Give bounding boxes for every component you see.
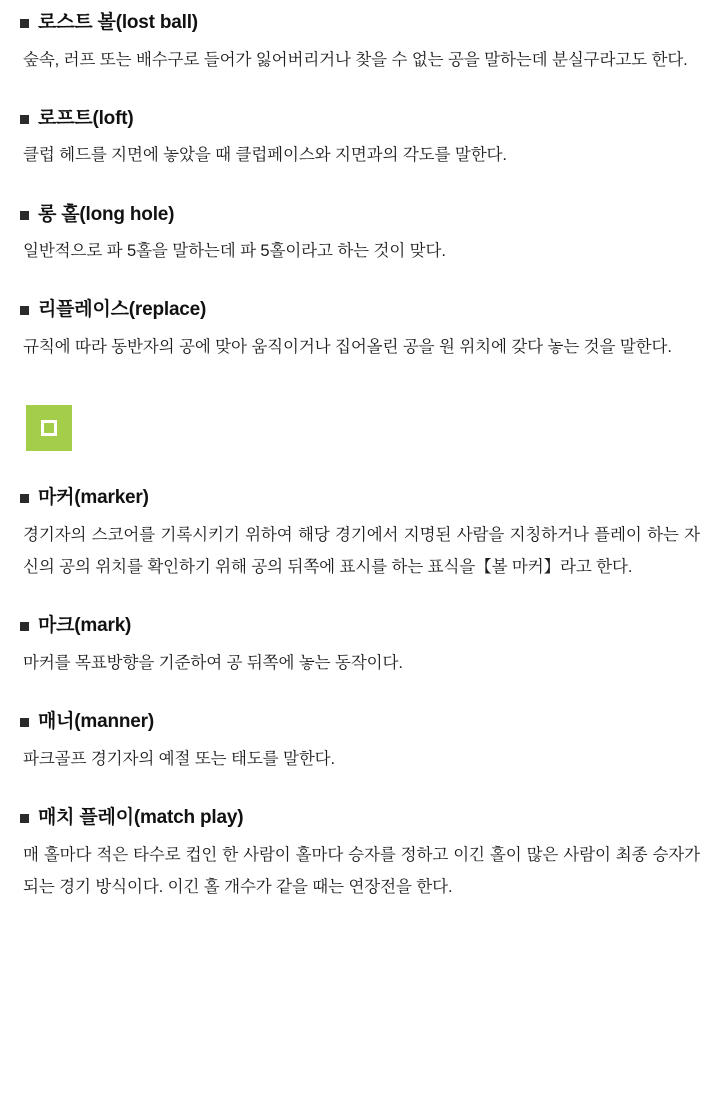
glossary-description: 클럽 헤드를 지면에 놓았을 때 클럽페이스와 지면과의 각도를 말한다. bbox=[23, 146, 507, 165]
glossary-term bbox=[20, 10, 702, 36]
square-bullet-icon bbox=[20, 622, 29, 631]
glossary-term bbox=[20, 202, 702, 228]
section-marker-icon bbox=[26, 405, 72, 451]
glossary-term-label: 롱 홀(long hole) bbox=[38, 203, 175, 225]
glossary-entry bbox=[20, 485, 702, 583]
glossary-term-label: 마크(mark) bbox=[38, 615, 132, 637]
glossary-entry bbox=[20, 106, 702, 172]
square-outline-icon bbox=[41, 420, 57, 436]
square-bullet-icon bbox=[20, 494, 29, 503]
glossary-entry bbox=[20, 709, 702, 775]
glossary-term-label: 매너(manner) bbox=[38, 711, 154, 733]
glossary-term bbox=[20, 106, 702, 132]
glossary-term-label: 로프트(loft) bbox=[38, 107, 134, 129]
glossary-entry bbox=[20, 297, 702, 363]
glossary-term bbox=[20, 613, 702, 639]
glossary-term-label: 매치 플레이(match play) bbox=[38, 806, 244, 828]
square-bullet-icon bbox=[20, 718, 29, 727]
glossary-term bbox=[20, 709, 702, 735]
glossary-term-label: 로스트 볼(lost ball) bbox=[38, 12, 198, 33]
glossary-description: 규칙에 따라 동반자의 공에 맞아 움직이거나 집어올린 공을 원 위치에 갖다 놓는 것을 말한다. bbox=[23, 338, 672, 357]
square-bullet-icon bbox=[20, 115, 29, 124]
glossary-term bbox=[20, 485, 702, 511]
glossary-term bbox=[20, 805, 702, 831]
square-bullet-icon bbox=[20, 306, 29, 315]
glossary-description: 일반적으로 파 5홀을 말하는데 파 5홀이라고 하는 것이 맞다. bbox=[23, 242, 446, 261]
glossary-description: 파크골프 경기자의 예절 또는 태도를 말한다. bbox=[23, 749, 336, 768]
square-bullet-icon bbox=[20, 211, 29, 220]
glossary-entry bbox=[20, 613, 702, 679]
glossary-description: 마커를 목표방향을 기준하여 공 뒤쪽에 놓는 동작이다. bbox=[23, 653, 403, 672]
square-bullet-icon bbox=[20, 814, 29, 823]
glossary-term-label: 마커(marker) bbox=[38, 487, 149, 509]
square-bullet-icon bbox=[20, 19, 29, 28]
glossary-entry bbox=[20, 10, 702, 76]
glossary-term bbox=[20, 297, 702, 323]
glossary-description: 숲속, 러프 또는 배수구로 들어가 잃어버리거나 찾을 수 없는 공을 말하는데 분실구라고도 한다. bbox=[23, 50, 688, 69]
glossary-term-label: 리플레이스(replace) bbox=[38, 299, 207, 321]
glossary-description: 매 홀마다 적은 타수로 컵인 한 사람이 홀마다 승자를 정하고 이긴 홀이 많은 사람이 최종 승자가 되는 경기 방식이다. 이긴 홀 개수가 같을 때는 연장전을 한다. bbox=[23, 845, 700, 896]
glossary-description: 경기자의 스코어를 기록시키기 위하여 해당 경기에서 지명된 사람을 지칭하거나 플레이 하는 자신의 공의 위치를 확인하기 위해 공의 뒤쪽에 표시를 하는 표식을【볼 마커】라고 한다. bbox=[23, 525, 700, 577]
glossary-entry bbox=[20, 202, 702, 268]
glossary-entry bbox=[20, 805, 702, 903]
